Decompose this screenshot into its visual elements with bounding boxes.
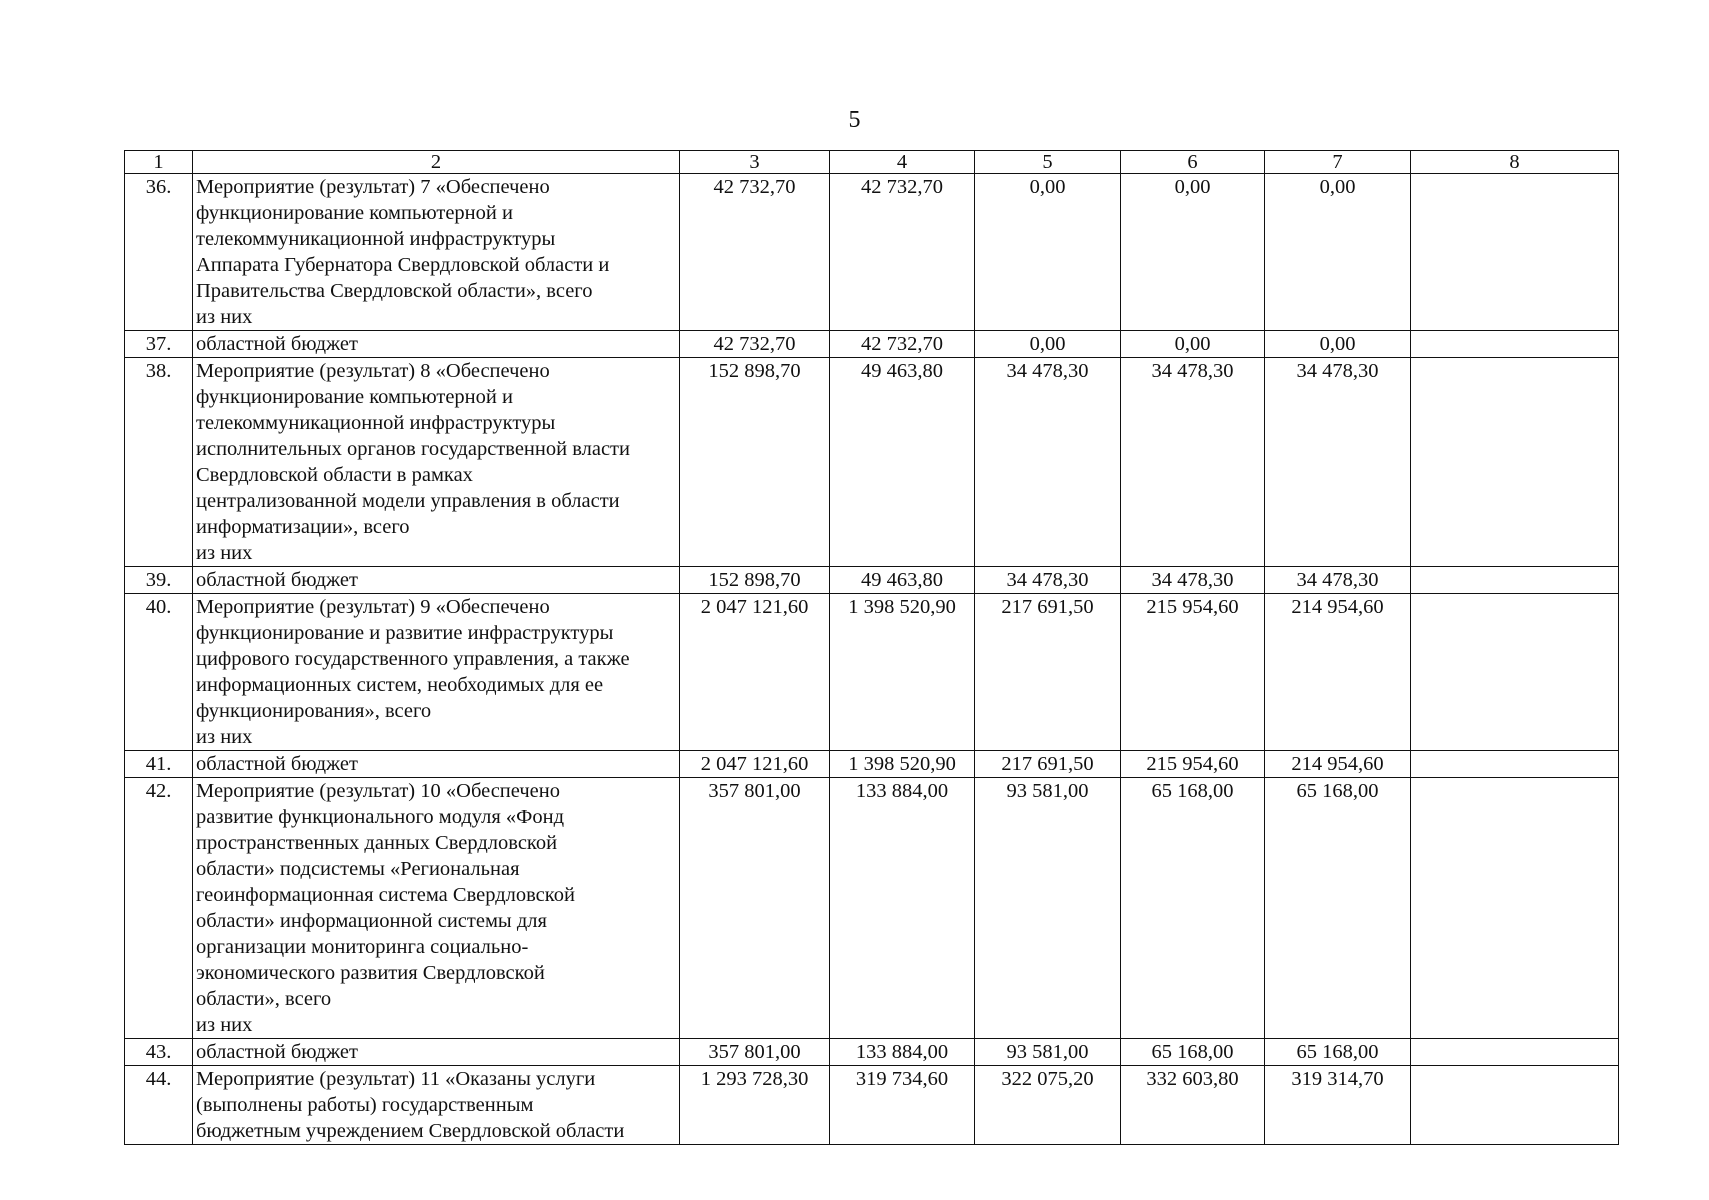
cell-col-5: 34 478,30 (975, 567, 1121, 594)
cell-col-5: 322 075,20 (975, 1066, 1121, 1145)
cell-col-6: 332 603,80 (1121, 1066, 1265, 1145)
cell-col-4: 49 463,80 (830, 358, 975, 567)
page-number: 5 (848, 107, 861, 133)
cell-col-3: 152 898,70 (680, 358, 830, 567)
cell-col-6: 34 478,30 (1121, 358, 1265, 567)
row-number: 42. (125, 778, 193, 1039)
cell-col-7: 214 954,60 (1265, 594, 1411, 751)
cell-col-8 (1411, 1039, 1619, 1066)
header-col-1: 1 (125, 151, 193, 174)
cell-col-3: 42 732,70 (680, 331, 830, 358)
row-number: 36. (125, 174, 193, 331)
cell-col-3: 1 293 728,30 (680, 1066, 830, 1145)
header-col-7: 7 (1265, 151, 1411, 174)
cell-col-3: 357 801,00 (680, 778, 830, 1039)
cell-col-8 (1411, 174, 1619, 331)
cell-col-7: 34 478,30 (1265, 358, 1411, 567)
cell-col-4: 49 463,80 (830, 567, 975, 594)
cell-col-3: 42 732,70 (680, 174, 830, 331)
row-number: 38. (125, 358, 193, 567)
row-description: Мероприятие (результат) 10 «Обеспечено развитие функционального модуля «Фонд пространственных данных Свердловской области» подсистемы «Региональная геоинформационная система Свердловской области» информационной системы для организации мониторинга социально- экономического развития Свердловской области», всего из них (193, 778, 680, 1039)
cell-col-6: 215 954,60 (1121, 751, 1265, 778)
row-description: Мероприятие (результат) 7 «Обеспечено функционирование компьютерной и телекоммуникационной инфраструктуры Аппарата Губернатора Свердловской области и Правительства Свердловской области», всего из них (193, 174, 680, 331)
row-number: 37. (125, 331, 193, 358)
budget-table (124, 150, 1619, 1145)
table-row (125, 358, 1619, 567)
cell-col-8 (1411, 358, 1619, 567)
row-number: 39. (125, 567, 193, 594)
row-number: 43. (125, 1039, 193, 1066)
cell-col-8 (1411, 567, 1619, 594)
table-row (125, 1066, 1619, 1145)
header-col-8: 8 (1411, 151, 1619, 174)
cell-col-3: 2 047 121,60 (680, 751, 830, 778)
cell-col-4: 42 732,70 (830, 174, 975, 331)
header-col-5: 5 (975, 151, 1121, 174)
cell-col-4: 319 734,60 (830, 1066, 975, 1145)
cell-col-6: 34 478,30 (1121, 567, 1265, 594)
row-number: 41. (125, 751, 193, 778)
row-description: областной бюджет (193, 751, 680, 778)
cell-col-5: 0,00 (975, 174, 1121, 331)
table-row (125, 331, 1619, 358)
cell-col-4: 1 398 520,90 (830, 751, 975, 778)
cell-col-7: 214 954,60 (1265, 751, 1411, 778)
cell-col-8 (1411, 751, 1619, 778)
cell-col-8 (1411, 594, 1619, 751)
table-row (125, 778, 1619, 1039)
cell-col-5: 34 478,30 (975, 358, 1121, 567)
row-number: 40. (125, 594, 193, 751)
header-row (125, 151, 1619, 174)
table-row (125, 174, 1619, 331)
row-description: областной бюджет (193, 1039, 680, 1066)
row-description: Мероприятие (результат) 11 «Оказаны услуги (выполнены работы) государственным бюджетным учреждением Свердловской области (193, 1066, 680, 1145)
row-number: 44. (125, 1066, 193, 1145)
cell-col-3: 357 801,00 (680, 1039, 830, 1066)
cell-col-3: 2 047 121,60 (680, 594, 830, 751)
cell-col-7: 319 314,70 (1265, 1066, 1411, 1145)
row-description: областной бюджет (193, 331, 680, 358)
header-col-2: 2 (193, 151, 680, 174)
cell-col-5: 0,00 (975, 331, 1121, 358)
cell-col-4: 133 884,00 (830, 1039, 975, 1066)
cell-col-6: 65 168,00 (1121, 778, 1265, 1039)
table-row (125, 1039, 1619, 1066)
cell-col-5: 217 691,50 (975, 751, 1121, 778)
cell-col-7: 65 168,00 (1265, 778, 1411, 1039)
table-row (125, 594, 1619, 751)
cell-col-6: 0,00 (1121, 331, 1265, 358)
cell-col-8 (1411, 331, 1619, 358)
cell-col-4: 42 732,70 (830, 331, 975, 358)
cell-col-6: 0,00 (1121, 174, 1265, 331)
table-row (125, 567, 1619, 594)
header-col-3: 3 (680, 151, 830, 174)
cell-col-6: 65 168,00 (1121, 1039, 1265, 1066)
row-description: областной бюджет (193, 567, 680, 594)
cell-col-7: 34 478,30 (1265, 567, 1411, 594)
row-description: Мероприятие (результат) 8 «Обеспечено функционирование компьютерной и телекоммуникационной инфраструктуры исполнительных органов государственной власти Свердловской области в рамках централизованной модели управления в области информатизации», всего из них (193, 358, 680, 567)
cell-col-8 (1411, 778, 1619, 1039)
cell-col-7: 65 168,00 (1265, 1039, 1411, 1066)
cell-col-6: 215 954,60 (1121, 594, 1265, 751)
cell-col-3: 152 898,70 (680, 567, 830, 594)
cell-col-8 (1411, 1066, 1619, 1145)
cell-col-4: 133 884,00 (830, 778, 975, 1039)
row-description: Мероприятие (результат) 9 «Обеспечено функционирование и развитие инфраструктуры цифрового государственного управления, а также информационных систем, необходимых для ее функционирования», всего из них (193, 594, 680, 751)
cell-col-4: 1 398 520,90 (830, 594, 975, 751)
cell-col-5: 93 581,00 (975, 1039, 1121, 1066)
cell-col-5: 93 581,00 (975, 778, 1121, 1039)
table-row (125, 751, 1619, 778)
cell-col-5: 217 691,50 (975, 594, 1121, 751)
cell-col-7: 0,00 (1265, 174, 1411, 331)
cell-col-7: 0,00 (1265, 331, 1411, 358)
header-col-6: 6 (1121, 151, 1265, 174)
header-col-4: 4 (830, 151, 975, 174)
